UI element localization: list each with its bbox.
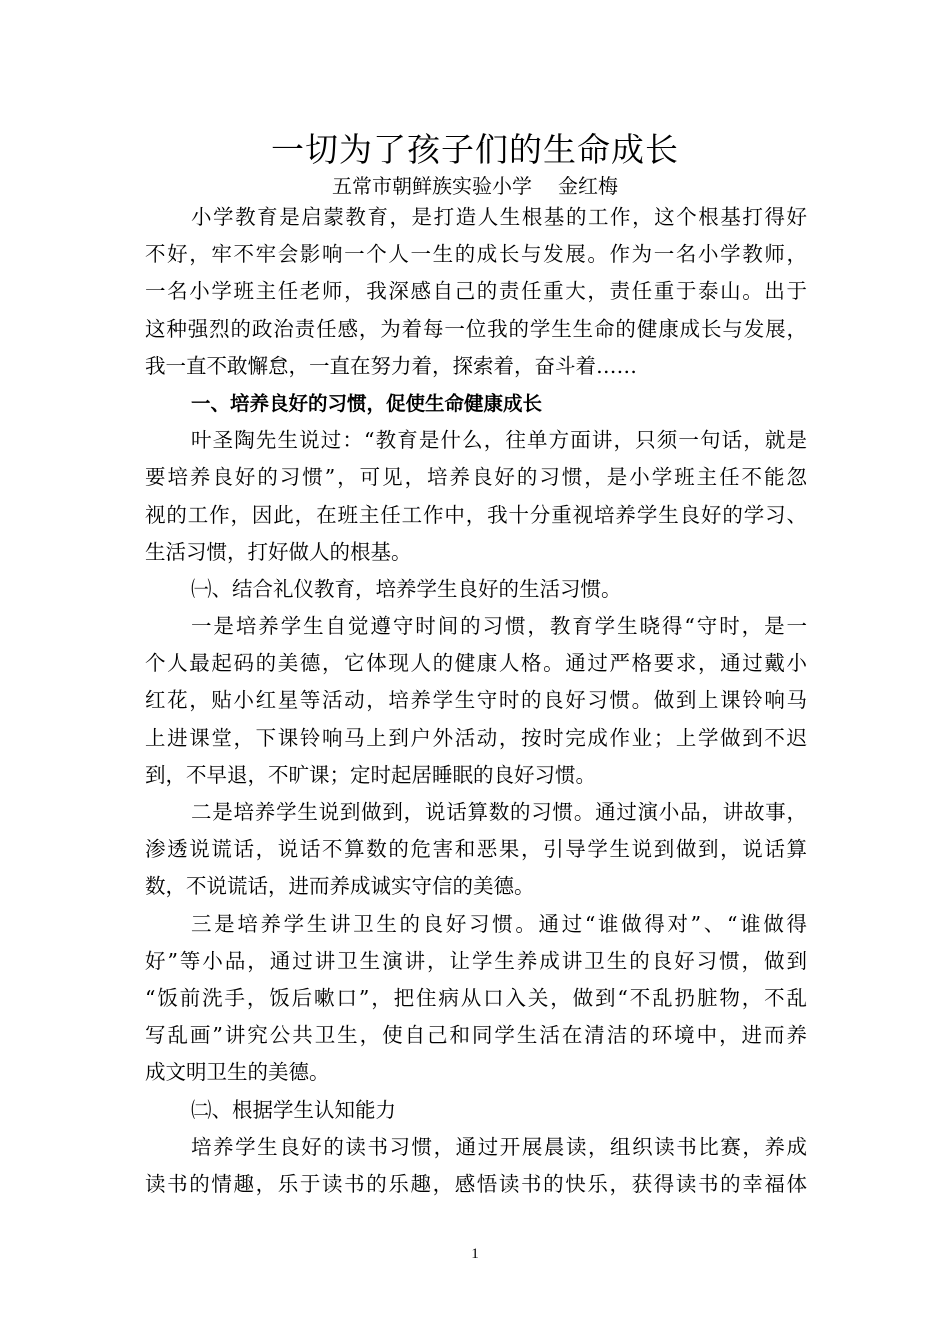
school-name: 五常市朝鲜族实验小学: [332, 174, 532, 198]
paragraph-line: “饭前洗手，饭后嗽口”，把住病从口入关，做到“不乱扔脏物，不乱: [145, 985, 807, 1010]
paragraph-line: 红花，贴小红星等活动，培养学生守时的良好习惯。做到上课铃响马: [145, 688, 807, 713]
paragraph-line: 三是培养学生讲卫生的良好习惯。通过“谁做得对”、“谁做得: [191, 911, 807, 936]
paragraph-line: 一名小学班主任老师，我深感自己的责任重大，责任重于泰山。出于: [145, 279, 807, 304]
paragraph-line: 培养学生良好的读书习惯，通过开展晨读，组织读书比赛，养成: [191, 1134, 807, 1159]
paragraph-line: 这种强烈的政治责任感，为着每一位我的学生生命的健康成长与发展，: [145, 316, 807, 341]
paragraph-line: 读书的情趣，乐于读书的乐趣，感悟读书的快乐，获得读书的幸福体: [145, 1171, 807, 1196]
byline: [0, 172, 950, 200]
paragraph-line: 我一直不敢懈怠，一直在努力着，探索着，奋斗着……: [145, 353, 637, 378]
paragraph-line: 叶圣陶先生说过：“教育是什么，往单方面讲，只须一句话，就是: [191, 428, 807, 453]
paragraph-line: 数，不说谎话，进而养成诚实守信的美德。: [145, 874, 535, 899]
paragraph-line: 上进课堂，下课铃响马上到户外活动，按时完成作业；上学做到不迟: [145, 725, 807, 750]
document-body: [145, 199, 807, 1203]
paragraph-line: 个人最起码的美德，它体现人的健康人格。通过严格要求，通过戴小: [145, 651, 807, 676]
paragraph-line: 成文明卫生的美德。: [145, 1060, 330, 1085]
paragraph-line: 写乱画”讲究公共卫生，使自己和同学生活在清洁的环境中，进而养: [145, 1023, 807, 1048]
paragraph-line: 好”等小品，通过讲卫生演讲，让学生养成讲卫生的良好习惯，做到: [145, 948, 807, 973]
paragraph-line: 不好，牢不牢会影响一个人一生的成长与发展。作为一名小学教师，: [145, 242, 807, 267]
paragraph-line: 二是培养学生说到做到，说话算数的习惯。通过演小品，讲故事，: [191, 800, 807, 824]
document-title: 一切为了孩子们的生命成长: [271, 130, 679, 169]
paragraph-line: 生活习惯，打好做人的根基。: [145, 539, 412, 564]
author-name: 金红梅: [558, 174, 618, 198]
section-heading: 一、培养良好的习惯，促使生命健康成长: [191, 391, 543, 415]
paragraph-line: 一是培养学生自觉遵守时间的习惯，教育学生晓得“守时，是一: [191, 614, 807, 639]
page-number: 1: [471, 1246, 479, 1262]
subsection-heading: ㈡、根据学生认知能力: [191, 1097, 396, 1122]
subsection-heading: ㈠、结合礼仪教育，培养学生良好的生活习惯。: [191, 576, 622, 601]
paragraph-line: 渗透说谎话，说话不算数的危害和恶果，引导学生说到做到，说话算: [145, 837, 807, 862]
paragraph-line: 视的工作，因此，在班主任工作中，我十分重视培养学生良好的学习、: [145, 502, 807, 527]
paragraph-line: 小学教育是启蒙教育，是打造人生根基的工作，这个根基打得好: [191, 205, 807, 229]
paragraph-line: 要培养良好的习惯”，可见，培养良好的习惯，是小学班主任不能忽: [145, 465, 807, 490]
paragraph-line: 到，不早退，不旷课；定时起居睡眠的良好习惯。: [145, 762, 596, 787]
